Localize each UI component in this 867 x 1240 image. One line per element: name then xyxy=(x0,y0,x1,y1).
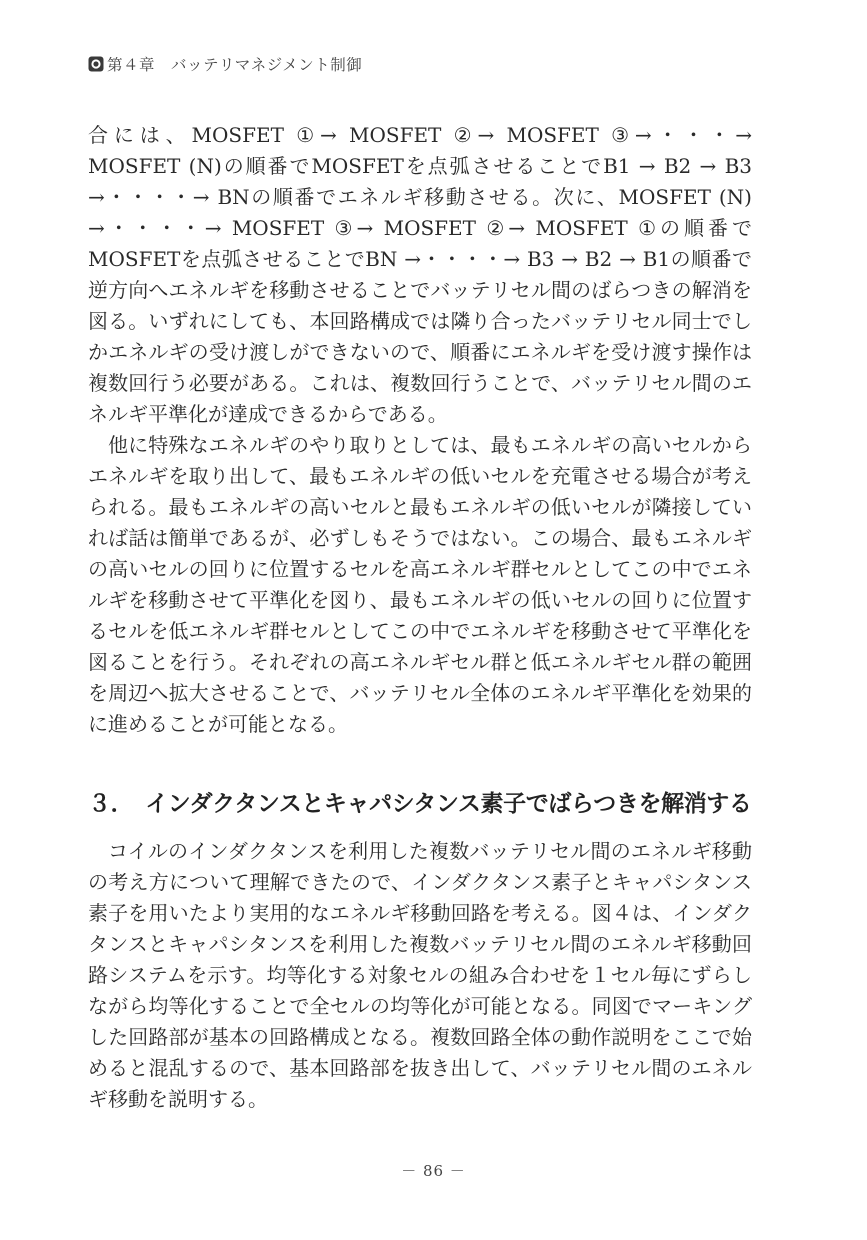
paragraph: 他に特殊なエネルギのやり取りとしては、最もエネルギの高いセルからエネルギを取り出して、最もエネルギの低いセルを充電させる場合が考えられる。最もエネルギの高いセルと最もエネルギの低いセルが隣接していれば話は簡単であるが、必ずしもそうではない。この場合、最もエネルギの高いセルの回りに位置するセルを高エネルギ群セルとしてこの中でエネルギを移動させて平準化を図り、最もエネルギの低いセルの回りに位置するセルを低エネルギ群セルとしてこの中でエネルギを移動させて平準化を図ることを行う。それぞれの高エネルギセル群と低エネルギセル群の範囲を周辺へ拡大させることで、バッテリセル全体のエネルギ平準化を効果的に進めることが可能となる。 xyxy=(88,433,752,736)
paragraph: コイルのインダクタンスを利用した複数バッテリセル間のエネルギ移動の考え方について理解できたので、インダクタンス素子とキャパシタンス素子を用いたより実用的なエネルギ移動回路を考える。図４は、インダクタンスとキャパシタンスを利用した複数バッテリセル間のエネルギ移動回路システムを示す。均等化する対象セルの組み合わせを１セル毎にずらしながら均等化することで全セルの均等化が可能となる。同図でマーキングした回路部が基本の回路構成となる。複数回路全体の動作説明をここで始めると混乱するので、基本回路部を抜き出して、バッテリセル間のエネルギ移動を説明する。 xyxy=(88,839,752,1111)
body-text-after-heading xyxy=(88,836,752,1115)
page-number: － 86 － xyxy=(401,1162,466,1180)
running-header xyxy=(88,52,362,76)
chapter-icon xyxy=(88,56,104,72)
chapter-number: 第４章 xyxy=(107,56,156,74)
paragraph: 合には、MOSFET ①→ MOSFET ②→ MOSFET ③→・・・→ MOSFET (N)の順番でMOSFETを点弧させることでB1 → B2 → B3 →・・・・→ BNの順番でエネルギ移動させる。次に、MOSFET (N) →・・・・→ MOSFET ③→ MOSFET ②→ MOSFET ①の順番でMOSFETを点弧させることでBN →・・・・→ B3 → B2 → B1の順番で逆方向へエネルギを移動させることでバッテリセル間のばらつきの解消を図る。いずれにしても、本回路構成では隣り合ったバッテリセル同士でしかエネルギの受け渡しができないので、順番にエネルギを受け渡す操作は複数回行う必要がある。これは、複数回行うことで、バッテリセル間のエネルギ平準化が達成できるからである。 xyxy=(88,123,752,426)
section-number: ３． xyxy=(88,791,134,817)
body-text-before-heading xyxy=(88,120,752,740)
chapter-title: バッテリマネジメント制御 xyxy=(171,56,363,74)
section-title: インダクタンスとキャパシタンス素子でばらつきを解消する xyxy=(145,791,752,817)
section-heading xyxy=(88,786,768,822)
